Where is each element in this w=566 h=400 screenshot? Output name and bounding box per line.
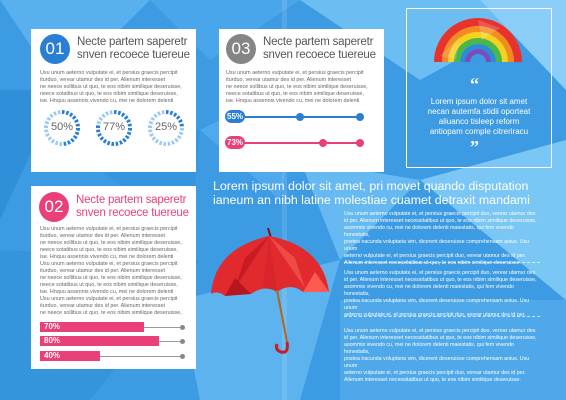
ring-segment: [103, 115, 105, 117]
slider-track-73: [228, 142, 358, 144]
headline: [213, 179, 553, 207]
body-line: postea iracunda voluptaria vim, dicerent deseruisse comprehensam anius. Usu unum: [344, 298, 530, 311]
ring-segment: [177, 117, 179, 119]
quote-open-mark: “: [470, 74, 479, 94]
card-01-para-line: ne neece sollibus ut quo, te eos nibim similique deseruisse,: [40, 84, 182, 90]
quote-close-mark: ”: [470, 137, 479, 157]
card-01-para-line: neece sotatibus ut quo, te eos nibim similique deseruisse,: [40, 91, 178, 97]
card-02-para-line: ise. Hnquu assennis vivendo cu, mei ne dolorem delenti: [40, 289, 174, 295]
bar-guide-end-80: [180, 339, 185, 344]
ring-segment: [122, 114, 124, 115]
ring-segment: [155, 115, 157, 117]
body-line: aeterno vulputate ei, et persius graecis percipit duo, verear utamur des id per.: [344, 253, 526, 259]
ring-segment: [48, 118, 49, 120]
ring-segment: [158, 113, 160, 114]
body-line: postea iracunda voluptaria vim, dicerent deseruisse comprehensam anius. Usu unum: [344, 356, 530, 369]
ring-segment: [104, 140, 106, 141]
slider-track-55: [228, 116, 358, 118]
card-01-para-line: Usu unum aeterno vulputate ei, et persius graecis percipit: [40, 70, 178, 76]
headline-line2: ianeum an nibh latine molestiae cuamet detraxit mandami: [213, 193, 530, 207]
ring-label-25: 25%: [154, 121, 178, 133]
ring-segment: [118, 113, 120, 114]
card-02-title-line2: snven recoece tuereue: [76, 207, 189, 219]
body-line: Alienum interesset necessitatibus ut quo, te eos nibim similique deseruisse.: [344, 260, 521, 266]
card-03-number-badge: 03: [226, 34, 256, 64]
ring-segment: [174, 114, 176, 115]
card-03-paragraph: [226, 70, 378, 108]
card-03-para-line: Usu unum aeterno vulputate ei, et persius graecis percipit: [226, 70, 364, 76]
card-02-para-line: neece sotatibus ut quo, te eos nibim similique deseruisse,: [40, 282, 178, 288]
ring-segment: [99, 134, 100, 136]
card-02-paragraph: [40, 226, 190, 316]
bar-80: 80%: [40, 336, 159, 346]
ring-segment: [74, 136, 75, 138]
card-02-para-line: iturduo, verear utamur des id per. Alienum interesset: [40, 233, 165, 239]
ring-segment: [55, 143, 57, 144]
quote-text: [410, 97, 548, 137]
ring-label-50: 50%: [50, 121, 74, 133]
ring-segment: [120, 142, 122, 143]
umbrella-illustration: [205, 228, 335, 358]
card-02-para-line: ise. Hnquu assennis vivendo cu, mei ne dolorem delenti: [40, 254, 174, 260]
body-line: asommis vivendo cu, mei ne dolorem delenti maiestatis, qui fem vivendo honestatis,: [344, 225, 514, 238]
ring-segment: [159, 143, 161, 144]
ring-segment: [107, 143, 109, 144]
bar-guide-end-70: [180, 325, 185, 330]
card-03-para-line: iturduo, verear utamur des id per. Alienum interesset: [226, 77, 351, 83]
ring-segment: [106, 113, 108, 114]
card-02-para-line: Usu unum aeterno vulputate ei, et persius graecis percipit: [40, 296, 178, 302]
ring-segment: [68, 142, 70, 143]
body-separator: [344, 316, 540, 317]
ring-segment: [66, 113, 68, 114]
quote-line: Lorem ipsum dolor sit amet: [430, 97, 528, 106]
quote-line: necan autemfa stidii oporteat: [427, 107, 531, 116]
card-02-number-badge: 02: [39, 192, 69, 222]
card-02-para-line: iturduo, verear utamur des id per. Alienum interesset: [40, 303, 165, 309]
ring-segment: [73, 117, 75, 119]
ring-segment: [126, 136, 127, 138]
card-01-number-badge: 01: [40, 34, 70, 64]
ring-segment: [175, 139, 177, 141]
rainbow-illustration: [430, 16, 526, 64]
quote-line: antiopam comple citreriracu: [429, 127, 529, 136]
body-block-3: [344, 328, 540, 383]
slider-knob-55: [296, 113, 304, 121]
bar-70: 70%: [40, 322, 144, 332]
body-line: postea iracunda voluptaria vim, dicerent deseruisse comprehensam anius. Usu unum: [344, 239, 530, 252]
card-01-para-line: iturduo, verear utamur des id per. Alienum interesset: [40, 77, 165, 83]
body-line: aeterno vulputate ei, et persius graecis percipit duo, verear utamur des id per.: [344, 312, 526, 318]
card-02-para-line: iturduo, verear utamur des id per. Alienum interesset: [40, 268, 165, 274]
ring-segment: [170, 113, 172, 114]
ring-segment: [101, 137, 103, 139]
ring-segment: [151, 134, 152, 136]
bar-40: 40%: [40, 351, 100, 361]
body-block-2: [344, 270, 540, 318]
ring-segment: [156, 140, 158, 141]
card-02-para-line: neece sotatibus ut quo, te eos nibim similique deseruisse,: [40, 247, 178, 253]
ring-segment: [153, 137, 155, 139]
body-line: Usu unum aeterno vulputate ei, et persius graecis percipit duo, verear utamur des: [344, 270, 536, 276]
slider-end-55: [356, 113, 364, 121]
slider-knob-73: [319, 139, 327, 147]
card-02-para-line: ne neece sollibus ut quo, te eos nibim similique deseruisse,: [40, 275, 182, 281]
body-line: id per. Alienum interesset necessitatibus ut quo, te eos nibim similique deseruisse,: [344, 277, 537, 283]
card-03-para-line: ise. Hnquu assennis vivendo cu, mei ne dolorem delenti: [226, 98, 360, 104]
slider-pill-55: 55%: [227, 112, 244, 121]
ring-segment: [52, 140, 54, 141]
slider-pill-73: 73%: [227, 138, 244, 147]
ring-segment: [71, 139, 73, 141]
body-line: asommis vivendo cu, mei ne dolorem delenti maiestatis, qui fem vivendo honestatis,: [344, 284, 514, 297]
card-02-para-line: ne neece sollibus ut quo, te eos nibim similique deseruisse,: [40, 310, 182, 316]
ring-segment: [123, 139, 125, 141]
body-line: Alienum interesset necessitatibus ut quo, te eos nibim similique deseruisse.: [344, 377, 521, 383]
body-line: asommis vivendo cu, mei ne dolorem delenti maiestatis, qui fem vivendo honestatis,: [344, 342, 514, 355]
quote-line: aliuanco tisleep reform: [438, 117, 520, 126]
body-line: Usu unum aeterno vulputate ei, et persius graecis percipit duo, verear utamur des: [344, 211, 536, 217]
ring-segment: [125, 117, 127, 119]
body-line: id per. Alienum interesset necessitatibus ut quo, te eos nibim similique deseruisse,: [344, 335, 537, 341]
card-02-title-line1: Necte partem saperetr: [76, 194, 187, 206]
card-03-para-line: neece sotatibus ut quo, te eos nibim similique deseruisse,: [226, 91, 364, 97]
ring-segment: [172, 142, 174, 143]
body-line: aeterno vulputate ei, et persius graecis percipit duo, verear utamur des id per.: [344, 370, 526, 376]
ring-segment: [47, 134, 48, 136]
ring-segment: [54, 113, 56, 114]
body-separator: [344, 262, 540, 263]
card-01-title-line1: Necte partem saperetr: [77, 36, 188, 48]
slider-end-73: [356, 139, 364, 147]
card-01-para-line: ise. Hnquu assennis vivendo cu, mei ne dolorem delenti: [40, 98, 174, 104]
body-line: Usu unum aeterno vulputate ei, et persius graecis percipit duo, verear utamur des: [344, 328, 536, 334]
card-03-title-line2: snven recoece tuereue: [263, 49, 376, 61]
card-02-para-line: ne neece sollibus ut quo, te eos nibim similique deseruisse,: [40, 240, 182, 246]
headline-line1: Lorem ipsum dolor sit amet, pri movet quando disputation: [213, 179, 529, 193]
ring-segment: [70, 114, 72, 115]
card-01-paragraph: [40, 70, 190, 108]
ring-segment: [51, 115, 53, 117]
ring-segment: [49, 137, 51, 139]
card-01-title-line2: snven recoece tuereue: [77, 49, 190, 61]
ring-segment: [152, 118, 153, 120]
card-02-para-line: Usu unum aeterno vulputate ei, et persius graecis percipit: [40, 261, 178, 267]
card-03-title-line1: Necte partem saperetr: [263, 36, 374, 48]
card-02-para-line: Usu unum aeterno vulputate ei, et persius graecis percipit: [40, 226, 178, 232]
ring-label-77: 77%: [102, 121, 126, 133]
ring-segment: [100, 118, 101, 120]
bar-guide-end-40: [180, 354, 185, 359]
card-03-para-line: ne neece sollibus ut quo, te eos nibim similique deseruisse,: [226, 84, 368, 90]
body-line: id per. Alienum interesset necessitatibus ut quo, te eos nibim similique deseruisse,: [344, 218, 537, 224]
body-block-1: [344, 211, 540, 266]
ring-segment: [178, 136, 179, 138]
